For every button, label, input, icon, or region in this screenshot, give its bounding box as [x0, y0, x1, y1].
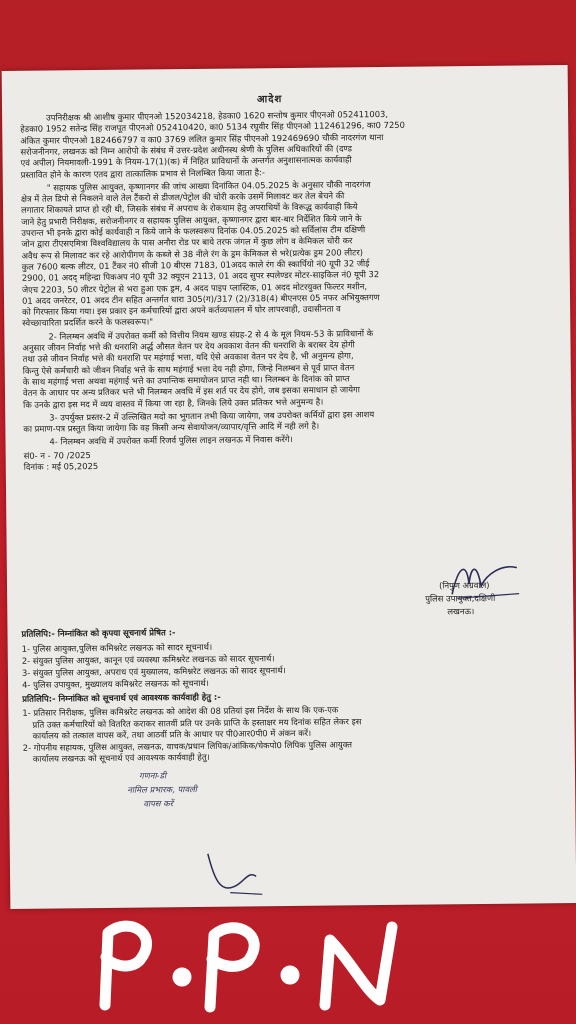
body-line: तथा उसे जीवन निर्वाह भत्ते की धनराशि पर महंगाई भत्ता, यदि ऐसे अवकाश वेतन पर देय है, भी अनुमन्य होगा, [22, 350, 354, 365]
handwritten-note: वापस करें [143, 797, 174, 809]
body-line: " सहायक पुलिस आयुक्त, कृष्णानगर की जांच आख्या दिनांकित 04.05.2025 के अनुसार चौकी नादरगंज [46, 178, 371, 193]
body-line: लगातार शिकायते प्राप्त हो रही थी, जिसके संबंध में अपराध के रोकथाम हेतु अपराधियों के विरूद्ध कार्यवाही किये [21, 201, 358, 216]
action-item: कार्यालय को तत्काल वापस करें, तथा आठवीं प्रति के आधार पर पी0आर0पी0 में अंकन करें। [32, 727, 312, 741]
copy-heading: प्रतिलिपि:- निम्नांकित को कृपया सूचनार्थ प्रेषित :- [21, 627, 176, 639]
body-line: उपरान्त भी इनके द्वारा कोई कार्यवाही न किये जाने के फलस्वरूप दिनांक 04.05.2025 को सर्विलांस टीम दक्षिणी [21, 224, 366, 238]
copy-item: 1- पुलिस आयुक्त,पुलिस कमिश्नरेट लखनऊ को सादर सूचनार्थ। [21, 641, 213, 654]
doc-title: आदेश [256, 94, 283, 106]
handwritten-note: नामिल प्रभारक, पावली [127, 783, 197, 795]
handwritten-ppn-mark [90, 905, 430, 1015]
body-line: जाने हेतु प्रभारी निरीक्षक, सरोजनीनगर व सहायक पुलिस आयुक्त, कृष्णानगर द्वारा बार-बार निर्देशित किये जाने के [21, 212, 362, 227]
body-line: हेडका0 1952 सतेन्द्र सिंह राजपूत पीएनओ 052410420, का0 5134 रघुवीर सिंह पीएनओ 112461296, का0 7250 [20, 120, 405, 135]
body-line: 2- निलम्बन अवधि में उपरोक्त कर्मी को वित्तीय नियम खण्ड संग्रह-2 से 4 के मूल नियम-53 के प्राविधानों के [48, 327, 374, 342]
body-line: 4- निलम्बन अवधि में उपरोक्त कर्मी रिजर्व पुलिस लाइन लखनऊ में निवास करेंगे। [49, 434, 293, 447]
order-date: दिनांक : मई 05,2025 [23, 460, 99, 472]
handwritten-scribble [200, 848, 271, 904]
body-line: क्षेत्र में तेल डिपो से निकलने वाले तेल टैंकरो से डीजल/पेट्रोल की चोरी करके उसमें मिलावट कर तेल बेचने की [20, 190, 345, 204]
body-line: प्रस्तावित होने के कारण एतद द्वारा तात्कालिक प्रभाव से निलम्बित किया जाता है:- [20, 166, 265, 180]
body-line: जेएच 2203, 50 लीटर पेट्रोल से भरा हुआ एक ड्रम, 4 अदद पाइप प्लास्टिक, 01 अदद मोटरयुक्त फिल्टर मशीन, [21, 280, 368, 295]
body-line: किन्तु ऐसे कर्मचारी को जीवन निर्वाह भत्ते के साथ महंगाई भत्ता देय नही होगा, जिन्हे निलम्बन से पूर्व प्राप्त वेतन [22, 361, 355, 376]
body-line: जोन द्वारा टीएसएमित्रा विश्वविद्यालय के पास अनौरा रोड पर बाये तरफ जंगल में कुछ लोग व केमिकल चोरी कर [21, 235, 353, 250]
reference-number: सं0- न - 70 /2025 [23, 449, 91, 461]
signature [447, 554, 528, 605]
body-line: के साथ महंगाई भत्ता अथवा महंगाई भत्ते का उपान्तिक समायोजन प्राप्त नही था। निलम्बन के दिनांक को प्राप्त [22, 373, 350, 387]
body-line: कि उनके द्वारा इस मद में व्यय वास्तव में किया जा रहा है, जिनके लिये उक्त प्रतिकर भत्ते अनुमन्य है। [23, 396, 324, 410]
action-heading: प्रतिलिपि:- निम्नांकित को सूचनार्थ एवं आवश्यक कार्यवाही हेतु :- [22, 691, 221, 704]
body-line: वेतन के आधार पर अन्य प्रतिकर भत्ते भी निलम्बन अवधि में इस शर्त पर देय होगे, जब इसका समाधान हो जायेगा [22, 384, 360, 398]
body-line: स्वेच्छाचारिता प्रदर्शित करने के फलस्वरूप।" [22, 316, 154, 329]
body-line: अंकित कुमार पीएनओ 182466797 व का0 3769 ललित कुमार सिंह पीएनओ 192469690 चौकी नादरगंज थाना [20, 131, 384, 146]
body-line: अनुसार जीवन निर्वाह भत्ते की धनराशि अर्द्ध औसत वेतन पर देय अवकाश वेतन की धनराशि के बराबर देय होगी [22, 339, 355, 353]
document-page [2, 65, 576, 909]
body-line: 3- उपर्युक्त प्रस्तर-2 में उल्लिखित मदो का भुगतान तभी किया जायेगा, जब उपरोक्त कर्मियों द्वारा इस आशय [49, 408, 375, 423]
body-line: को गिरफ्तार किया गया। इस प्रकार इन कर्मचारियों द्वारा अपने कर्तव्यपालन में घोर लापरवाही, उदासीनता व [22, 303, 341, 317]
body-line: एवं अपील) नियमावली-1991 के नियम-17(1)(क) में निहित प्राविधानों के अन्तर्गत अनुशासनात्मक कार्यवाही [20, 154, 352, 168]
body-line: उपनिरीक्षक श्री आशीष कुमार पीएनओ 152034218, हेडका0 1620 सन्तोष कुमार पीएनओ 052411003, [46, 108, 389, 123]
document-body [2, 65, 576, 909]
action-item: 2- गोपनीय सहायक, पुलिस आयुक्त, लखनऊ, वाचक/प्रधान लिपिक/आंकिक/चेकपो0 लिपिक पुलिस आयुक्त [22, 738, 353, 753]
body-line: 2900, 01 अदद् महिन्द्रा पिकअप नं0 यूपी 32 क्यूएन 2113, 01 अदद सुपर स्पलेण्डर मोटर-साइकिल नं0 यूपी 32 [21, 269, 380, 283]
handwritten-note: गणना-डी [138, 769, 167, 781]
action-item: 1- प्रतिसार निरीक्षक, पुलिस कमिश्नरेट लखनऊ को आदेश की 08 प्रतियां इस निर्देश के साथ कि एक-एक [22, 704, 339, 718]
body-line: अवैध रूप से मिलावट कर रहे आरोपीगण के कब्जे से 38 नीले रंग के ड्रम केमिकल से भरे(प्रत्येक ड्रम 200 लीटर) [21, 246, 364, 261]
signatory-name: (निपुण अग्रवाल) [438, 579, 490, 591]
body-line: 01 अदद जनरेटर, 01 अदद टीन सहित अन्तर्गत धारा 305(ग)/317 (2)/318(4) बीएनएस 05 नफर अभियुक्तगण [21, 291, 380, 306]
signatory-title: पुलिस उपायुक्त,दक्षिणी [425, 592, 496, 604]
copy-item: 3- संयुक्त पुलिस आयुक्त, अपराध एवं मुख्यालय, कमिश्नरेट लखनऊ को सादर सूचनार्थ। [21, 665, 286, 678]
action-item: कार्यालय लखनऊ को सूचनार्थ एवं आवश्यक कार्यवाही हेतु। [32, 751, 210, 764]
body-line: सरोजनीनगर, लखनऊ को निम्न आरोपो के संबंध में उत्तर-प्रदेश अधीनस्थ श्रेणी के पुलिस अधिकारियों की (दण्ड [20, 143, 353, 157]
body-line: का प्रमाण-पत्र प्रस्तुत किया जायेगा कि वह किसी अन्य सेवायोजन/व्यापार/वृत्ति आदि में नही लगे है। [23, 420, 320, 434]
action-item: प्रति उक्त कर्मचारियों को वितरित कराकर सातवीं प्रति पर उनके प्राप्ति के हस्ताक्षर मय दिनांक सहित लेकर इस [32, 715, 362, 730]
copy-item: 2- संयुक्त पुलिस आयुक्त, कानून एवं व्यवस्था कमिश्नरेट लखनऊ को सादर सूचनार्थ। [21, 653, 275, 666]
copy-item: 4- पुलिस उपायुक्त, मुख्यालय कमिश्नरेट लखनऊ को सूचनार्थ। [22, 677, 209, 690]
signatory-city: लखनऊ। [447, 606, 475, 617]
body-line: कुल 7600 बल्क लीटर, 01 टैंकर नं0 सीजी 10 बीएस 7183, 01अदद काले रंग की स्कार्पियो नं0 यूपी 32 जीई [21, 258, 370, 272]
